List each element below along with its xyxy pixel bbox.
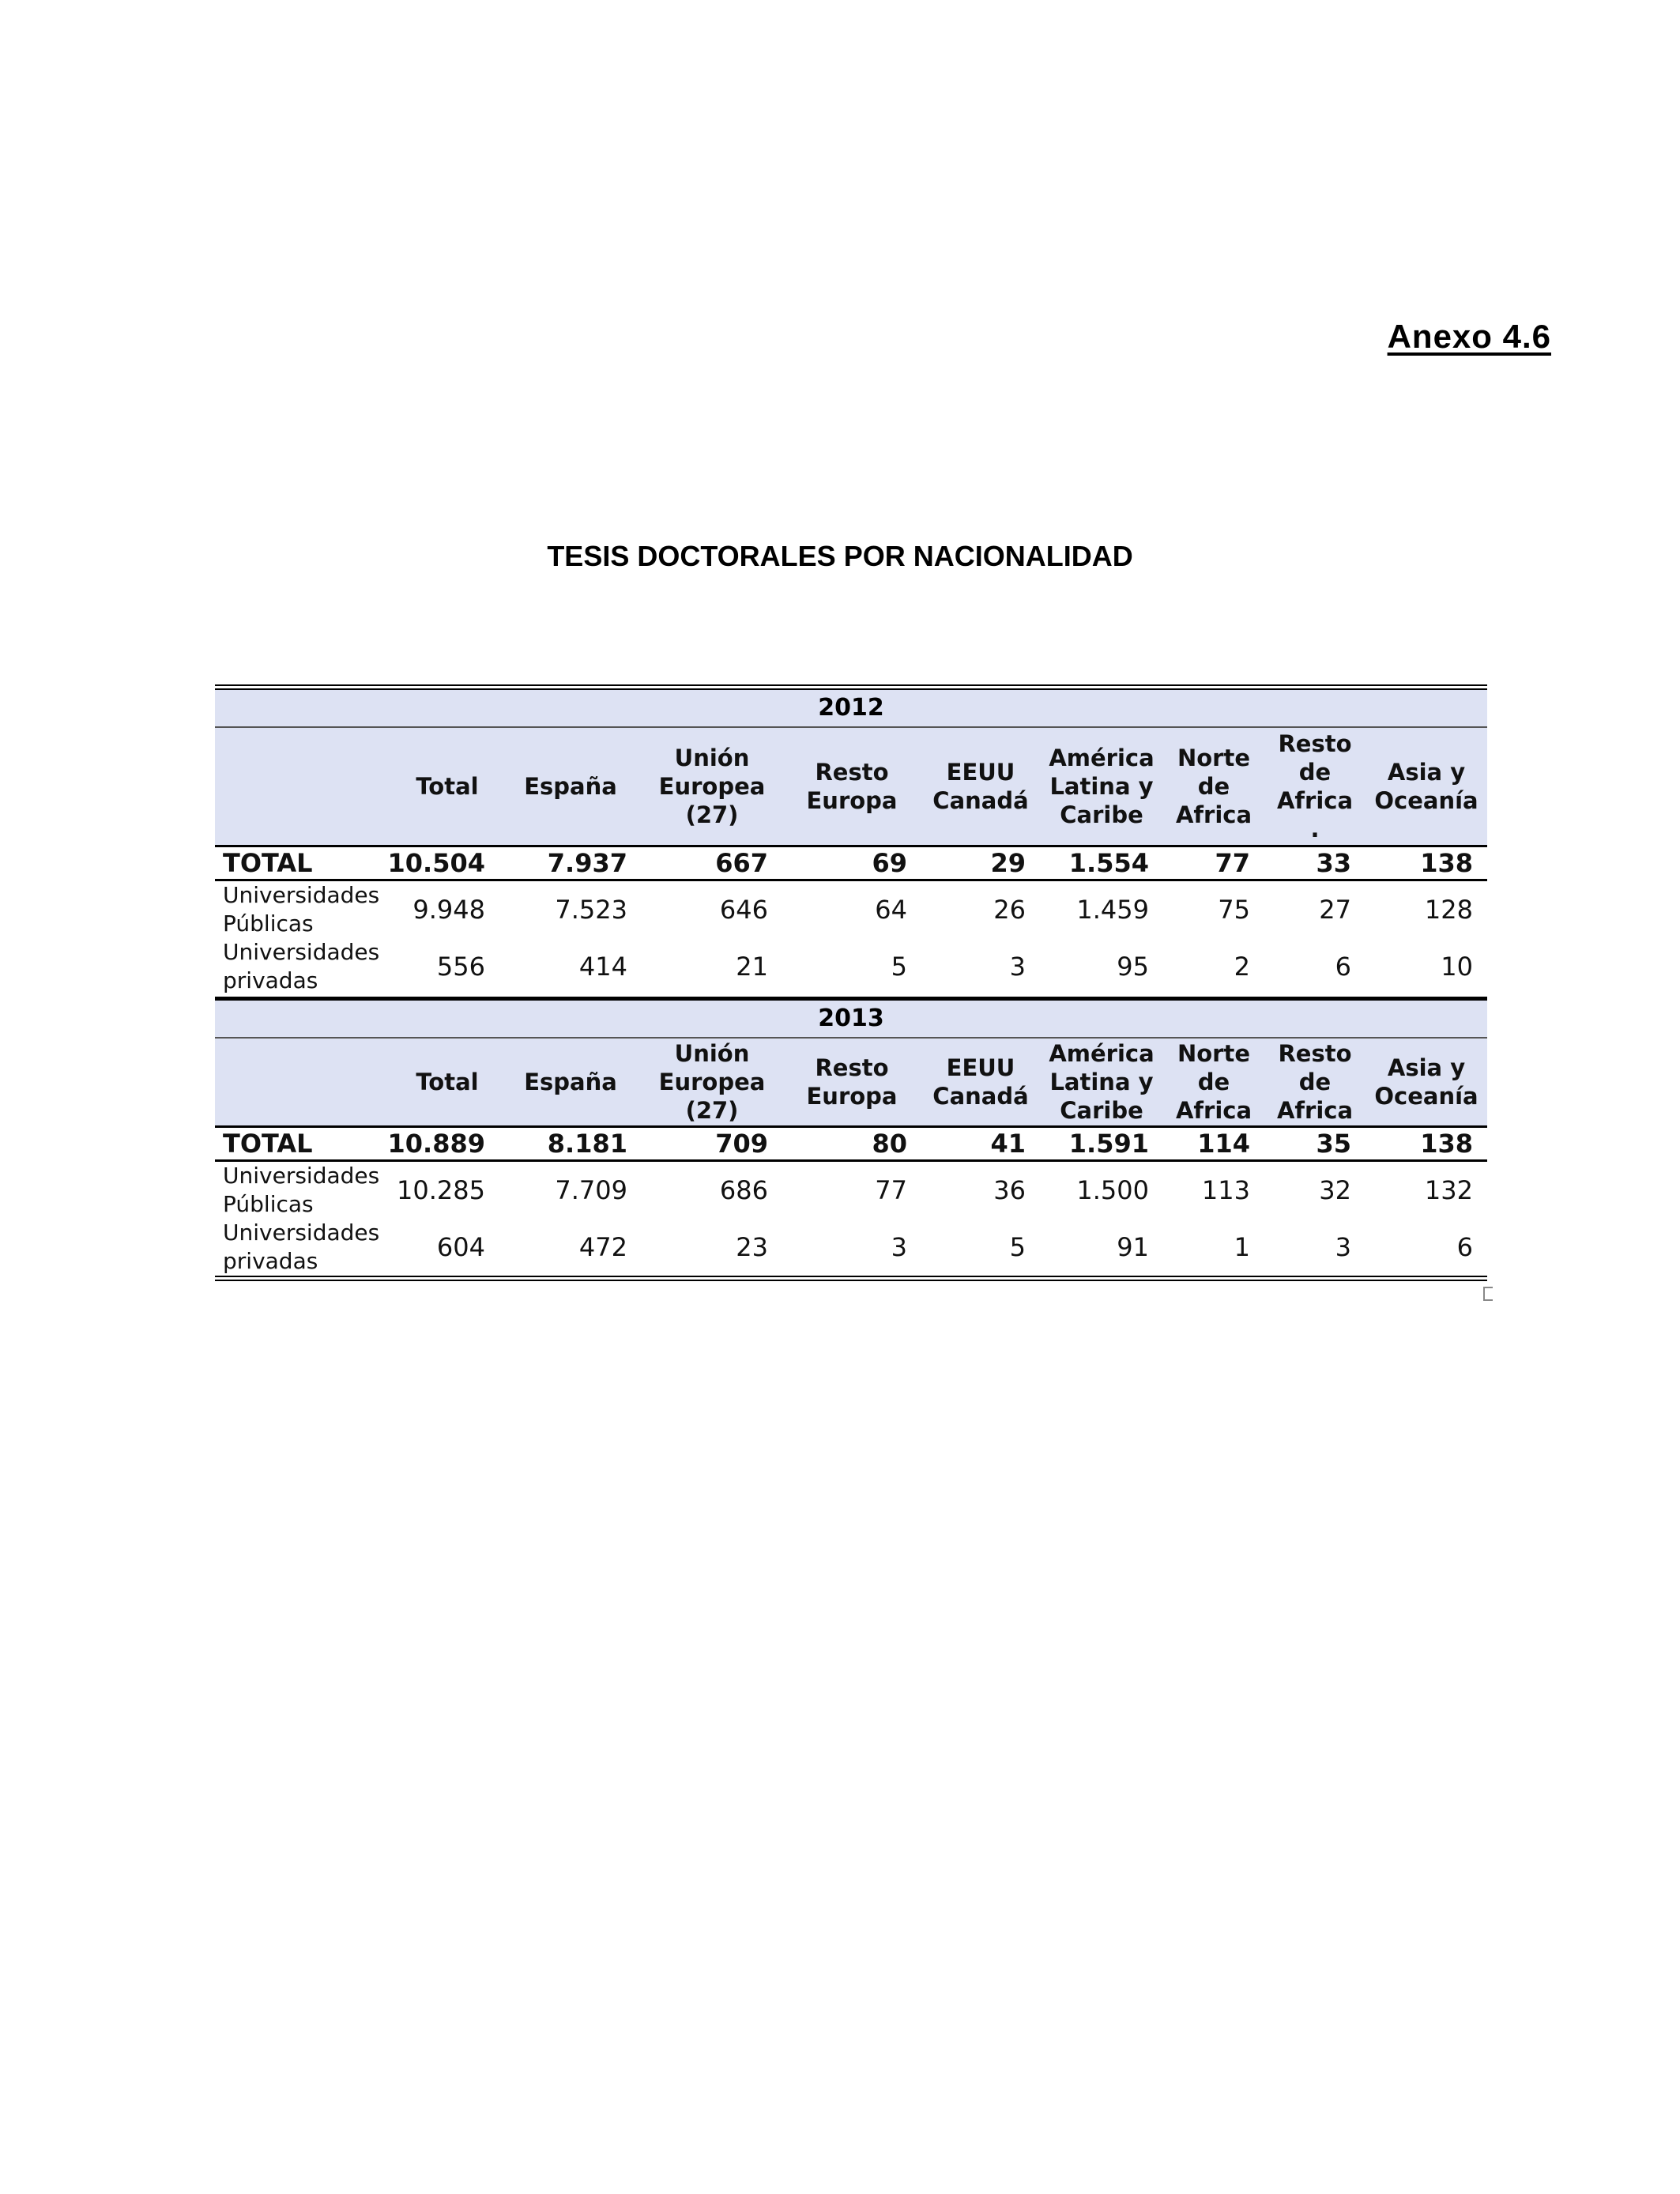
column-header: EEUU Canadá <box>932 759 1029 814</box>
table-cell: 23 <box>736 1232 768 1262</box>
total-row <box>215 847 1487 881</box>
column-header: Total <box>416 773 479 800</box>
table-cell: 7.709 <box>555 1175 627 1205</box>
table-cell: 2 <box>1234 952 1250 982</box>
column-header: España <box>524 773 617 800</box>
table-cell: 1.459 <box>1076 895 1149 925</box>
table-cell: 686 <box>719 1175 768 1205</box>
row-label: Universidades Públicas <box>223 882 380 937</box>
corner-mark-icon <box>1483 1287 1493 1301</box>
table-cell: 138 <box>1420 848 1473 878</box>
table-cell: 80 <box>872 1129 907 1159</box>
table-2012 <box>215 684 1487 995</box>
table-2013 <box>215 997 1487 1276</box>
document-title: TESIS DOCTORALES POR NACIONALIDAD <box>547 540 1133 572</box>
column-header: Norte de Africa <box>1175 745 1252 828</box>
table-cell: 95 <box>1117 952 1149 982</box>
table-cell: 26 <box>993 895 1026 925</box>
table-cell: 36 <box>993 1175 1026 1205</box>
table-cell: 3 <box>891 1232 907 1262</box>
nationality-tables <box>215 684 1487 1281</box>
table-cell: 5 <box>891 952 907 982</box>
table-cell: 75 <box>1218 895 1250 925</box>
table-cell: 128 <box>1424 895 1473 925</box>
table-cell: 556 <box>436 952 485 982</box>
column-header: Resto de Africa <box>1276 1040 1354 1124</box>
row-label: TOTAL <box>223 1129 313 1159</box>
table-cell: 7.937 <box>547 848 627 878</box>
table-cell: 132 <box>1424 1175 1473 1205</box>
table-cell: 3 <box>1335 1232 1351 1262</box>
row-label: TOTAL <box>223 848 313 878</box>
table-cell: 3 <box>1009 952 1026 982</box>
table-cell: 646 <box>719 895 768 925</box>
table-row <box>215 1219 1487 1276</box>
table-cell: 35 <box>1316 1129 1351 1159</box>
column-header: Unión Europea (27) <box>658 745 766 828</box>
table-cell: 604 <box>436 1232 485 1262</box>
table-cell: 10.504 <box>387 848 485 878</box>
table-cell: 64 <box>875 895 907 925</box>
table-cell: 1.591 <box>1068 1129 1149 1159</box>
table-cell: 10.889 <box>387 1129 485 1159</box>
table-cell: 10 <box>1441 952 1473 982</box>
table-cell: 6 <box>1335 952 1351 982</box>
table-header-row <box>215 1039 1487 1128</box>
column-header: España <box>524 1069 617 1095</box>
table-cell: 414 <box>578 952 627 982</box>
year-heading: 2013 <box>215 1001 1487 1039</box>
table-body <box>215 847 1487 995</box>
column-header: América Latina y Caribe <box>1049 1040 1155 1124</box>
table-body <box>215 1128 1487 1276</box>
column-header: América Latina y Caribe <box>1049 745 1155 828</box>
table-cell: 33 <box>1316 848 1351 878</box>
table-bottom-rule <box>215 1276 1487 1281</box>
header-cell-empty <box>215 1039 395 1125</box>
year-heading: 2012 <box>215 690 1487 728</box>
table-row <box>215 1162 1487 1219</box>
table-row <box>215 938 1487 995</box>
table-cell: 91 <box>1117 1232 1149 1262</box>
table-cell: 1.500 <box>1076 1175 1149 1205</box>
table-cell: 32 <box>1319 1175 1351 1205</box>
table-cell: 10.285 <box>397 1175 485 1205</box>
total-row <box>215 1128 1487 1162</box>
table-cell: 1 <box>1234 1232 1250 1262</box>
table-cell: 77 <box>1215 848 1250 878</box>
table-cell: 709 <box>715 1129 768 1159</box>
column-header: Resto Europa <box>806 759 898 814</box>
column-header: Unión Europea (27) <box>658 1040 766 1124</box>
table-cell: 113 <box>1201 1175 1250 1205</box>
column-header: Asia y Oceanía <box>1374 759 1478 814</box>
row-label: Universidades privadas <box>223 1220 380 1274</box>
table-cell: 9.948 <box>412 895 485 925</box>
table-cell: 138 <box>1420 1129 1473 1159</box>
table-row <box>215 881 1487 938</box>
column-header: Asia y Oceanía <box>1374 1054 1478 1110</box>
table-cell: 7.523 <box>555 895 627 925</box>
table-cell: 8.181 <box>547 1129 627 1159</box>
table-cell: 1.554 <box>1068 848 1149 878</box>
table-cell: 472 <box>578 1232 627 1262</box>
table-cell: 27 <box>1319 895 1351 925</box>
table-cell: 41 <box>990 1129 1026 1159</box>
table-cell: 667 <box>715 848 768 878</box>
table-cell: 69 <box>872 848 907 878</box>
table-cell: 21 <box>736 952 768 982</box>
table-cell: 77 <box>875 1175 907 1205</box>
table-cell: 114 <box>1197 1129 1250 1159</box>
header-cell-empty <box>215 728 395 845</box>
row-label: Universidades privadas <box>223 939 380 993</box>
table-header-row <box>215 728 1487 847</box>
table-cell: 29 <box>990 848 1026 878</box>
column-header: Norte de Africa <box>1175 1040 1252 1124</box>
column-header: Total <box>416 1069 479 1095</box>
table-cell: 5 <box>1009 1232 1026 1262</box>
column-header: Resto de Africa . <box>1276 730 1354 843</box>
row-label: Universidades Públicas <box>223 1163 380 1217</box>
table-cell: 6 <box>1456 1232 1473 1262</box>
annex-label: Anexo 4.6 <box>1387 318 1551 355</box>
column-header: Resto Europa <box>806 1054 898 1110</box>
column-header: EEUU Canadá <box>932 1054 1029 1110</box>
